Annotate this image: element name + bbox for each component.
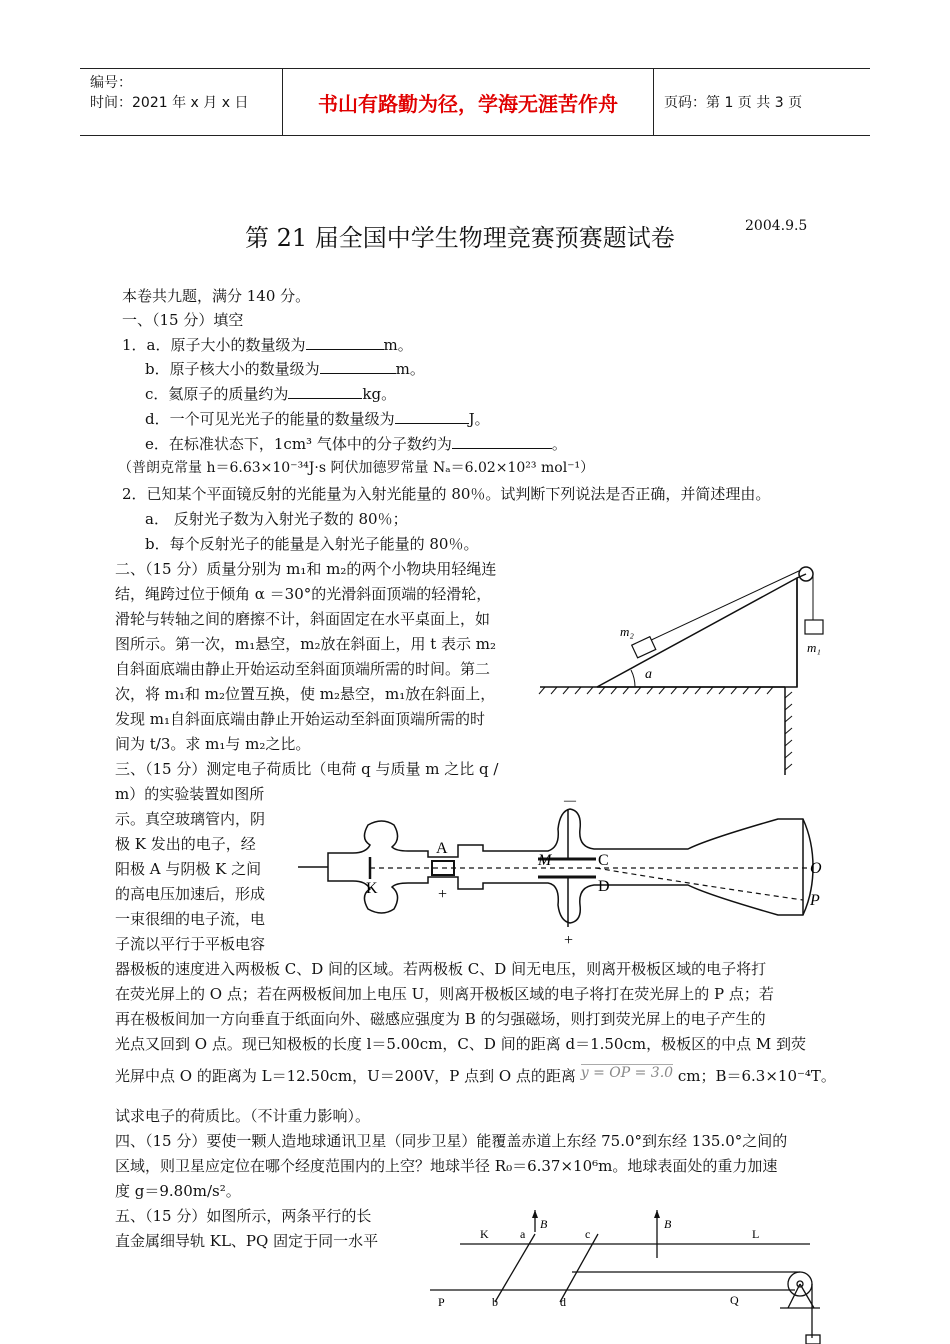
text-line: 再在极板间加一方向垂直于纸面向外、磁感应强度为 B 的匀强磁场，则打到荧光屏上的电子产生的 [115, 1010, 766, 1028]
text-line: 试求电子的荷质比。（不计重力影响）。 [115, 1107, 371, 1125]
m-label: M [538, 852, 552, 869]
q1-a: 1．a．原子大小的数量级为 m。 [122, 336, 413, 354]
exam-title: 第 21 届全国中学生物理竞赛预赛题试卷 [245, 224, 675, 252]
text-line: 一束很细的电子流，电 [115, 910, 266, 928]
p-rail-label: P [438, 1295, 445, 1309]
b-field-label-1: B [540, 1217, 548, 1231]
op-equation: y = OP = 3.0 [580, 1065, 674, 1081]
text-line: 在荧光屏上的 O 点；若在两极板间加上电压 U，则离开极板区域的电子将打在荧光屏上的 P 点；若 [115, 985, 774, 1003]
text-line: 区域，则卫星应定位在哪个经度范围内的上空？地球半径 R₀＝6.37×10⁶m。地球表面处的重力加速 [115, 1157, 778, 1175]
text-line: 五、（15 分）如图所示，两条平行的长 [115, 1207, 372, 1225]
text-line: 间为 t/3。求 m₁与 m₂之比。 [115, 735, 311, 753]
q1-part2-b: b．每个反射光子的能量是入射光子能量的 80％。 [145, 535, 479, 553]
q-rail-label: Q [730, 1293, 739, 1307]
text-line: 四、（15 分）要使一颗人造地球通讯卫星（同步卫星）能覆盖赤道上东经 75.0°到东经 135.0°之间的 [115, 1132, 788, 1150]
text-line: 阳极 A 与阴极 K 之间 [115, 860, 262, 878]
alpha-label: a [645, 667, 652, 682]
m1-label: m₁ [807, 640, 821, 655]
text-line: 次，将 m₁和 m₂位置互换，使 m₂悬空，m₁放在斜面上， [115, 685, 496, 703]
text-line: 图所示。第一次，m₁悬空，m₂放在斜面上，用 t 表示 m₂ [115, 635, 497, 653]
exam-date: 2004.9.5 [745, 218, 808, 234]
q1-d: d．一个可见光光子的能量的数量级为 J。 [145, 410, 490, 428]
l-rail-label: L [752, 1227, 760, 1241]
q1-constants: （普朗克常量 h＝6.63×10⁻³⁴J·s 阿伏加德罗常量 Nₐ＝6.02×10²³ mol⁻¹） [118, 460, 595, 476]
intro: 本卷共九题，满分 140 分。 [122, 287, 311, 305]
text-line: 三、（15 分）测定电子荷质比（电荷 q 与质量 m 之比 q / [115, 760, 499, 778]
text-line: 光点又回到 O 点。现已知极板的长度 l＝5.00cm，C、D 间的距离 d＝1.50cm，极板区的中点 M 到荧 [115, 1035, 806, 1053]
header-meta [80, 69, 282, 139]
o-label: O [810, 860, 822, 877]
text-line: 器极板的速度进入两极板 C、D 间的区域。若两极板 C、D 间无电压，则离开极板区域的电子将打 [115, 960, 767, 978]
plus-label-anode: + [438, 886, 448, 903]
m2-label: m₂ [620, 624, 634, 639]
d-label: D [598, 878, 610, 895]
q1-part2-a: a． 反射光子数为入射光子数的 80％； [145, 510, 408, 528]
k-rail-label: K [480, 1227, 489, 1241]
a-label: A [436, 840, 448, 857]
text-line: 极 K 发出的电子，经 [115, 835, 256, 853]
rail-figure [420, 1210, 840, 1344]
text-line: 滑轮与转轴之间的磨擦不计，斜面固定在水平桌面上，如 [115, 610, 491, 628]
text-line: 发现 m₁自斜面底端由静止开始运动至斜面顶端所需的时 [115, 710, 486, 728]
plus-label: + [564, 932, 574, 949]
text-line: 的高电压加速后，形成 [115, 885, 266, 903]
text-line: m）的实验装置如图所 [115, 785, 265, 803]
text-line: 度 g＝9.80m/s²。 [115, 1182, 241, 1200]
number-label: 编号： [90, 75, 132, 91]
text-line: 直金属细导轨 KL、PQ 固定于同一水平 [115, 1232, 379, 1250]
document-header [80, 68, 870, 136]
b-point-label: b [492, 1295, 498, 1309]
d-point-label: d [560, 1295, 566, 1309]
time-label: 时间：2021 年 x 月 x 日 [90, 95, 249, 111]
b-field-label-2: B [664, 1217, 672, 1231]
text-line: 光屏中点 O 的距离为 L＝12.50cm，U＝200V，P 点到 O 点的距离 y = OP = 3.0 cm；B＝6.3×10⁻⁴T。 [115, 1065, 836, 1085]
minus-label: － [562, 795, 579, 811]
text-line: 示。真空玻璃管内，阴 [115, 810, 266, 828]
p-label: P [810, 892, 820, 909]
incline-figure [535, 560, 835, 780]
text-line: 子流以平行于平板电容 [115, 935, 266, 953]
q1-head: 一、（15 分）填空 [122, 311, 244, 329]
c-point-label: c [585, 1227, 591, 1241]
crt-tube-figure [298, 795, 838, 950]
q1-part2: 2．已知某个平面镜反射的光能量为入射光能量的 80％。试判断下列说法是否正确，并简述理由。 [122, 485, 771, 503]
q1-c: c．氦原子的质量约为 kg。 [145, 385, 397, 403]
motto: 书山有路勤为径，学海无涯苦作舟 [282, 69, 654, 135]
q1-b: b．原子核大小的数量级为 m。 [145, 360, 425, 378]
q1-e: e．在标准状态下，1cm³ 气体中的分子数约为 。 [145, 435, 567, 453]
text-line: 自斜面底端由静止开始运动至斜面顶端所需的时间。第二 [115, 660, 491, 678]
c-label: C [598, 852, 609, 869]
text-line: 结，绳跨过位于倾角 α ＝30°的光滑斜面顶端的轻滑轮， [115, 585, 492, 603]
page-info: 页码：第 1 页 共 3 页 [664, 95, 803, 111]
text-line: 二、（15 分）质量分别为 m₁和 m₂的两个小物块用轻绳连 [115, 560, 497, 578]
a-point-label: a [520, 1227, 526, 1241]
k-label: K [366, 880, 378, 897]
